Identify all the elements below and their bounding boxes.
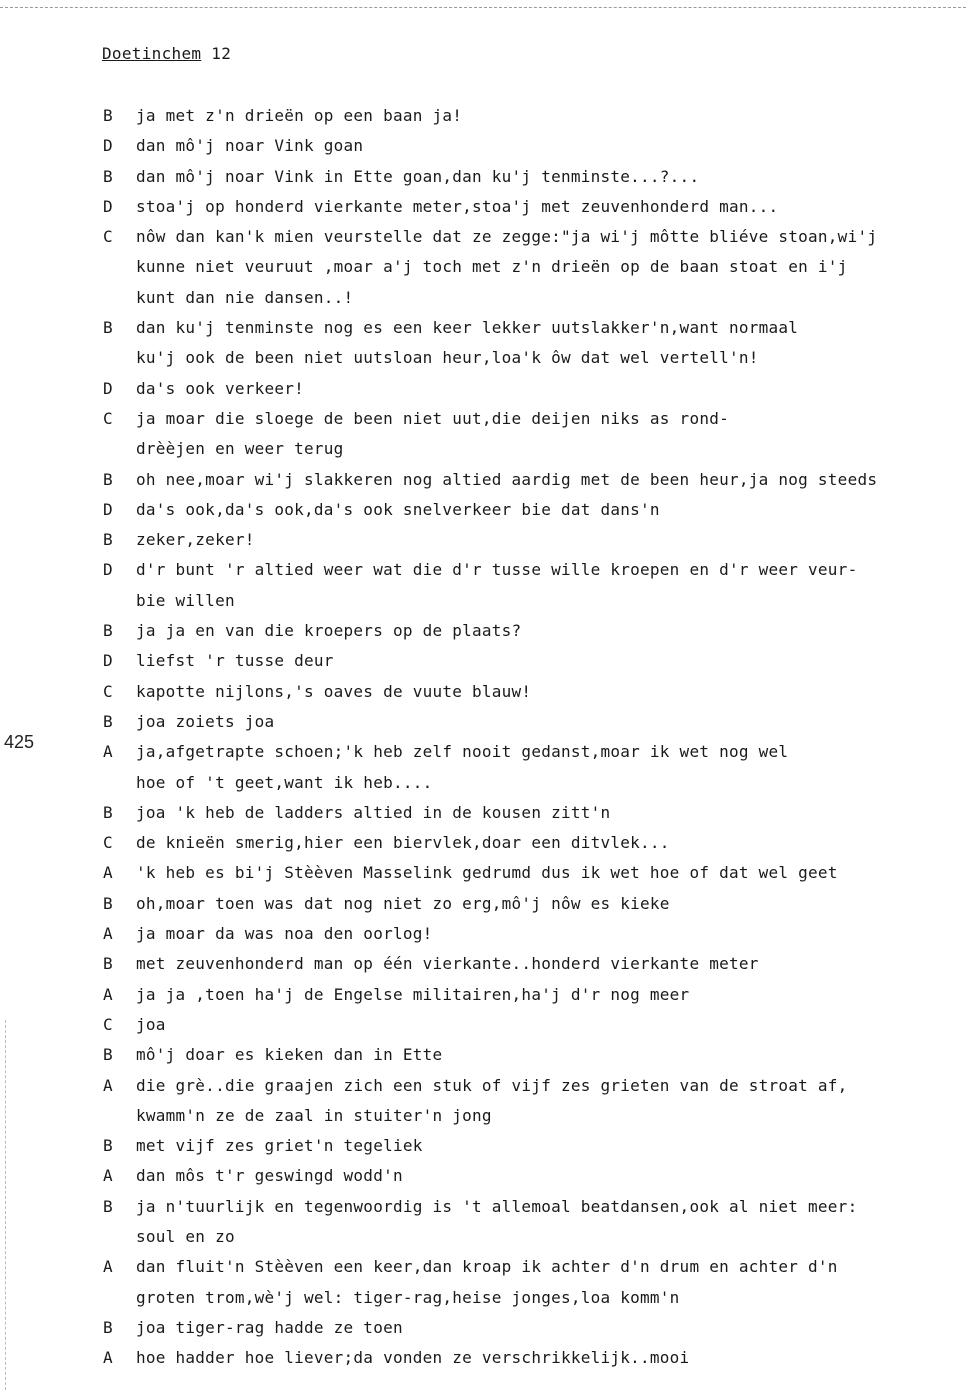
transcript-line <box>0 619 966 649</box>
line-text: kapotte nijlons,'s oaves de vuute blauw! <box>136 681 532 701</box>
line-text: ja ja ,toen ha'j de Engelse militairen,ha'j d'r nog meer <box>136 984 690 1004</box>
line-text: ku'j ook de been niet uutsloan heur,loa'k ôw dat wel vertell'n! <box>136 348 759 368</box>
speaker-label: D <box>103 196 113 216</box>
line-text: zeker,zeker! <box>136 530 255 550</box>
line-text: dan mô'j noar Vink goan <box>136 136 364 156</box>
line-text: nôw dan kan'k mien veurstelle dat ze zegge:"ja wi'j môtte bliéve stoan,wi'j <box>136 227 878 247</box>
transcript-line <box>0 104 966 134</box>
line-text: 'k heb es bi'j Stèèven Masselink gedrumd dus ik wet hoe of dat wel geet <box>136 863 838 883</box>
speaker-label: B <box>103 469 113 489</box>
transcript-line <box>0 1164 966 1194</box>
speaker-label: B <box>103 318 113 338</box>
speaker-label: B <box>103 954 113 974</box>
line-text: liefst 'r tusse deur <box>136 651 334 671</box>
transcript-line <box>0 377 966 407</box>
transcript-line <box>0 437 966 467</box>
speaker-label: A <box>103 863 113 883</box>
transcript-line <box>0 710 966 740</box>
transcript-line <box>0 589 966 619</box>
speaker-label: A <box>103 924 113 944</box>
speaker-label: B <box>103 1136 113 1156</box>
transcript-line <box>0 1346 966 1376</box>
line-text: ja moar die sloege de been niet uut,die deijen niks as rond- <box>136 408 729 428</box>
speaker-label: B <box>103 166 113 186</box>
line-text: met zeuvenhonderd man op één vierkante..honderd vierkante meter <box>136 954 759 974</box>
transcript-line <box>0 1104 966 1134</box>
header-place: Doetinchem <box>102 44 202 63</box>
transcript-line <box>0 983 966 1013</box>
transcript-line <box>0 892 966 922</box>
speaker-label: D <box>103 560 113 580</box>
transcript-line <box>0 286 966 316</box>
speaker-label: A <box>103 984 113 1004</box>
transcript-line <box>0 1043 966 1073</box>
line-text: dan môs t'r geswingd wodd'n <box>136 1166 403 1186</box>
line-text: stoa'j op honderd vierkante meter,stoa'j met zeuvenhonderd man... <box>136 196 779 216</box>
line-text: ja ja en van die kroepers op de plaats? <box>136 621 522 641</box>
speaker-label: C <box>103 681 113 701</box>
speaker-label: C <box>103 1014 113 1034</box>
speaker-label: B <box>103 893 113 913</box>
line-text: oh nee,moar wi'j slakkeren nog altied aardig met de been heur,ja nog steeds <box>136 469 878 489</box>
speaker-label: B <box>103 621 113 641</box>
transcript-line <box>0 861 966 891</box>
line-text: joa 'k heb de ladders altied in de kousen zitt'n <box>136 802 611 822</box>
transcript-line <box>0 134 966 164</box>
line-text: die grè..die graajen zich een stuk of vijf zes grieten van de stroat af, <box>136 1075 848 1095</box>
transcript-line <box>0 771 966 801</box>
speaker-label: D <box>103 651 113 671</box>
header-page-number: 12 <box>211 44 232 63</box>
transcript-line <box>0 1286 966 1316</box>
line-text: joa zoiets joa <box>136 711 275 731</box>
line-text: ja met z'n drieën op een baan ja! <box>136 106 463 125</box>
speaker-label: D <box>103 136 113 156</box>
transcript-line <box>0 1225 966 1255</box>
line-text: kunt dan nie dansen..! <box>136 287 354 307</box>
line-text: hoe of 't geet,want ik heb.... <box>136 772 433 792</box>
line-text: dan ku'j tenminste nog es een keer lekker uutslakker'n,want normaal <box>136 318 799 338</box>
transcript-line <box>0 801 966 831</box>
line-text: groten trom,wè'j wel: tiger-rag,heise jonges,loa komm'n <box>136 1287 680 1307</box>
speaker-label: B <box>103 530 113 550</box>
top-edge-rule <box>0 7 966 8</box>
line-text: dan mô'j noar Vink in Ette goan,dan ku'j tenminste...?... <box>136 166 700 186</box>
line-text: joa tiger-rag hadde ze toen <box>136 1317 403 1337</box>
transcript-line <box>0 558 966 588</box>
speaker-label: B <box>103 1045 113 1065</box>
speaker-label: B <box>103 1317 113 1337</box>
speaker-label: A <box>103 1348 113 1368</box>
transcript-line <box>0 952 966 982</box>
line-text: joa <box>136 1014 166 1034</box>
speaker-label: C <box>103 227 113 247</box>
speaker-label: D <box>103 499 113 519</box>
speaker-label: D <box>103 378 113 398</box>
transcript-line <box>0 680 966 710</box>
transcript-line <box>0 831 966 861</box>
transcript-line <box>0 407 966 437</box>
line-text: bie willen <box>136 590 235 610</box>
speaker-label: A <box>103 1075 113 1095</box>
line-text: da's ook,da's ook,da's ook snelverkeer bie dat dans'n <box>136 499 660 519</box>
transcript-line <box>0 346 966 376</box>
line-text: oh,moar toen was dat nog niet zo erg,mô'j nôw es kieke <box>136 893 670 913</box>
line-text: de knieën smerig,hier een biervlek,doar een ditvlek... <box>136 833 670 853</box>
line-text: soul en zo <box>136 1226 235 1246</box>
transcript-lines <box>0 104 966 1376</box>
transcript-line <box>0 1013 966 1043</box>
speaker-label: B <box>103 802 113 822</box>
transcript-line <box>0 528 966 558</box>
line-text: kwamm'n ze de zaal in stuiter'n jong <box>136 1105 492 1125</box>
speaker-label: B <box>103 1196 113 1216</box>
margin-number: 425 <box>4 732 35 752</box>
line-text: drèèjen en weer terug <box>136 439 344 459</box>
transcript-line <box>0 165 966 195</box>
transcript-line <box>0 922 966 952</box>
transcript-line <box>0 1195 966 1225</box>
transcript-line <box>0 498 966 528</box>
transcript-line <box>0 468 966 498</box>
transcript-line <box>0 1134 966 1164</box>
speaker-label: C <box>103 408 113 428</box>
speaker-label: B <box>103 106 113 125</box>
transcript-line <box>0 225 966 255</box>
line-text: ja moar da was noa den oorlog! <box>136 924 433 944</box>
transcript-line <box>0 195 966 225</box>
line-text: met vijf zes griet'n tegeliek <box>136 1136 423 1156</box>
page-header <box>102 44 231 63</box>
speaker-label: A <box>103 1257 113 1277</box>
transcript-line <box>0 740 966 770</box>
line-text: da's ook verkeer! <box>136 378 305 398</box>
line-text: mô'j doar es kieken dan in Ette <box>136 1045 443 1065</box>
transcript-line <box>0 1316 966 1346</box>
line-text: kunne niet veuruut ,moar a'j toch met z'n drieën op de baan stoat en i'j <box>136 257 848 277</box>
line-text: d'r bunt 'r altied weer wat die d'r tusse wille kroepen en d'r weer veur- <box>136 560 858 580</box>
transcript-line <box>0 1074 966 1104</box>
speaker-label: B <box>103 711 113 731</box>
line-text: ja,afgetrapte schoen;'k heb zelf nooit gedanst,moar ik wet nog wel <box>136 742 789 762</box>
speaker-label: A <box>103 742 113 762</box>
line-text: hoe hadder hoe liever;da vonden ze verschrikkelijk..mooi <box>136 1348 690 1368</box>
transcript-line <box>0 316 966 346</box>
transcript-line <box>0 1255 966 1285</box>
speaker-label: C <box>103 833 113 853</box>
line-text: ja n'tuurlijk en tegenwoordig is 't allemoal beatdansen,ook al niet meer: <box>136 1196 858 1216</box>
transcript-line <box>0 255 966 285</box>
line-text: dan fluit'n Stèèven een keer,dan kroap ik achter d'n drum en achter d'n <box>136 1257 838 1277</box>
transcript-line <box>0 649 966 679</box>
speaker-label: A <box>103 1166 113 1186</box>
